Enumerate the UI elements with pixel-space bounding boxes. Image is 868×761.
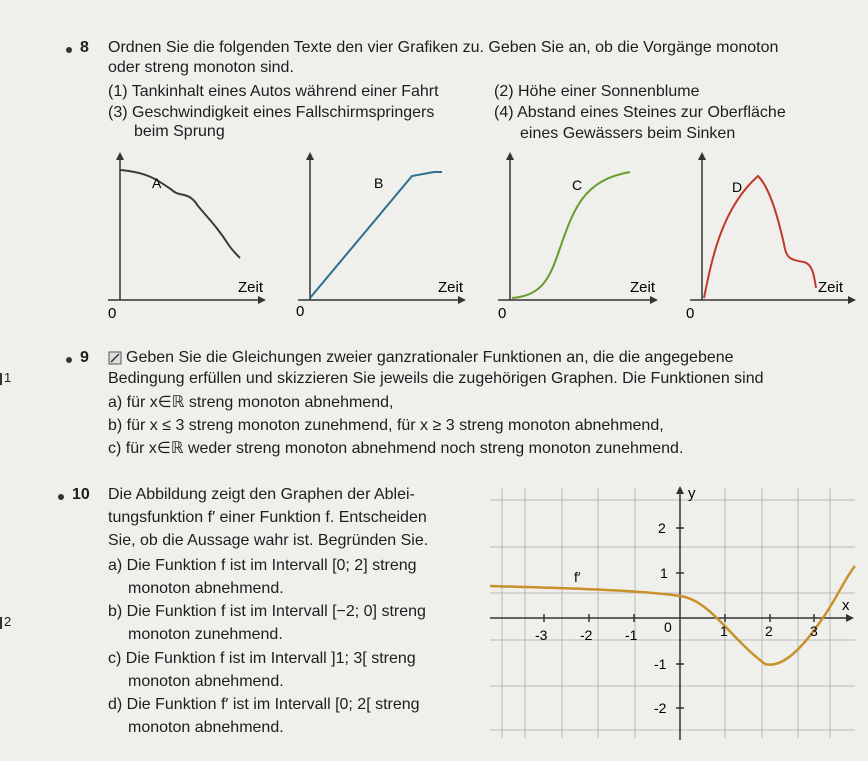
task-10-item-a-line2: monoton abnehmend. [128,580,284,597]
derivative-x-tick-m3: -3 [535,627,548,643]
graph-b-x-label: Zeit [438,279,464,296]
task-10-side-marker [0,612,11,632]
graph-a-x-label: Zeit [238,279,264,296]
graph-c-y-arrow [506,152,514,160]
derivative-y-tick-m1: -1 [654,656,667,672]
graph-a-origin: 0 [108,305,117,322]
derivative-x-tick-3: 3 [810,623,818,639]
derivative-x-label: x [842,597,850,614]
derivative-x-tick-1: 1 [720,623,728,639]
graph-a-curve [120,170,240,258]
derivative-x-tick-2: 2 [765,623,773,639]
graph-a [100,148,270,328]
task-10-item-d-line1: d) Die Funktion f′ ist im Intervall [0; 2[ streng [108,696,420,713]
task-9-side-marker [0,368,11,388]
task-9-item-c: c) für x∈ℝ weder streng monoton abnehmend noch streng monoton zunehmend. [108,440,684,457]
graph-c-origin: 0 [498,305,507,322]
task-8-item-3-cont: beim Sprung [134,123,225,140]
task-10-item-c-line2: monoton abnehmend. [128,673,284,690]
task-8-item-2: (2) Höhe einer Sonnenblume [494,83,700,100]
pencil-icon [108,351,122,365]
graph-c-label: C [572,177,583,193]
derivative-grid [490,488,855,738]
derivative-y-label: y [688,485,696,502]
derivative-y-tick-1: 1 [660,565,668,581]
derivative-x-tick-m2: -2 [580,627,593,643]
task-8-item-4-cont: eines Gewässers beim Sinken [520,125,736,142]
task-8-marker [66,47,72,53]
task-8-item-4: (4) Abstand eines Steines zur Oberfläche [494,104,786,121]
graph-d-x-arrow [848,296,856,304]
task-10-item-b-line2: monoton zunehmend. [128,626,283,643]
graph-c-curve [512,172,630,298]
derivative-y-arrow [676,486,684,494]
graph-c-x-label: Zeit [630,279,656,296]
graph-d-curve [704,176,816,298]
task-9-text-line2: Bedingung erfüllen und skizzieren Sie jeweils die zugehörigen Graphen. Die Funktionen sind [108,370,764,387]
graph-b-origin: 0 [296,303,305,320]
task-8-item-1: (1) Tankinhalt eines Autos während einer Fahrt [108,83,439,100]
graph-a-x-arrow [258,296,266,304]
task-10-item-a-line1: a) Die Funktion f ist im Intervall [0; 2] streng [108,557,417,574]
graph-c [484,148,674,328]
graph-c-x-arrow [650,296,658,304]
task-10-item-d-line2: monoton abnehmend. [128,719,284,736]
task-10-text-line2: tungsfunktion f′ einer Funktion f. Entscheiden [108,509,427,526]
graph-d-origin: 0 [686,305,695,322]
task-9-text-line1: Geben Sie die Gleichungen zweier ganzrationaler Funktionen an, die die angegebene [126,349,734,366]
derivative-graph [480,478,860,748]
graph-d-y-arrow [698,152,706,160]
task-9-marker [66,357,72,363]
graph-d [682,148,862,328]
task-8-number: 8 [80,39,89,56]
derivative-x-tick-0: 0 [664,619,672,635]
task-9-side-number: 1 [4,370,12,385]
graph-d-x-label: Zeit [818,279,844,296]
graph-a-y-arrow [116,152,124,160]
task-10-marker [58,494,64,500]
graph-b-label: B [374,175,384,191]
task-8-text-line2: oder streng monoton sind. [108,59,294,76]
task-9-item-a: a) für x∈ℝ streng monoton abnehmend, [108,394,394,411]
task-10-text-line1: Die Abbildung zeigt den Graphen der Ablei- [108,486,415,503]
derivative-curve-label: f′ [574,569,581,585]
task-10-item-b-line1: b) Die Funktion f ist im Intervall [−2; 0] streng [108,603,426,620]
derivative-y-tick-m2: -2 [654,700,667,716]
derivative-x-tick-m1: -1 [625,627,638,643]
task-9-item-b: b) für x ≤ 3 streng monoton zunehmend, für x ≥ 3 streng monoton abnehmend, [108,417,664,434]
graph-b-x-arrow [458,296,466,304]
task-10-text-line3: Sie, ob die Aussage wahr ist. Begründen Sie. [108,532,429,549]
task-8-text-line1: Ordnen Sie die folgenden Texte den vier Grafiken zu. Geben Sie an, ob die Vorgänge monoton [108,39,779,56]
graph-b [282,148,472,328]
graph-d-label: D [732,179,743,195]
task-8-item-3: (3) Geschwindigkeit eines Fallschirmspringers [108,104,435,121]
derivative-y-tick-2: 2 [658,520,666,536]
derivative-x-arrow [846,614,854,622]
graph-a-label: A [152,175,162,191]
task-9-number: 9 [80,349,89,366]
graph-b-y-arrow [306,152,314,160]
task-10-number: 10 [72,486,90,503]
task-10-side-number: 2 [4,614,12,629]
task-10-item-c-line1: c) Die Funktion f ist im Intervall ]1; 3[ streng [108,650,416,667]
